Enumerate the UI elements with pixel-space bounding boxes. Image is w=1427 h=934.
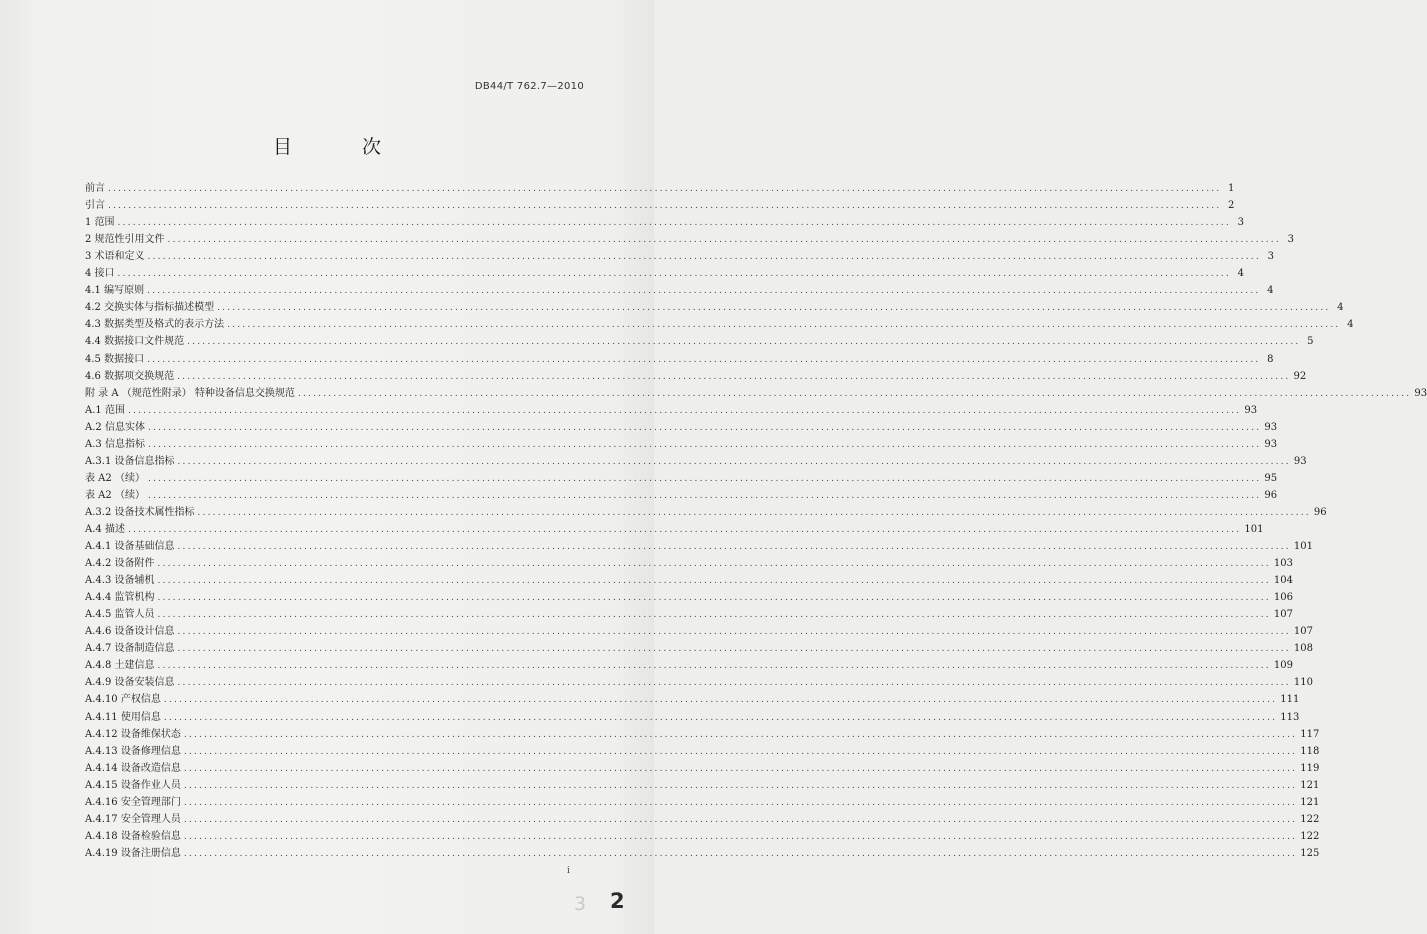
toc-leader-dots: ............................................................................................................................................................................................................................ bbox=[127, 524, 1242, 535]
toc-entry-page: 96 bbox=[1264, 489, 1278, 501]
toc-entry[interactable] bbox=[85, 792, 1320, 809]
toc-entry-page: 106 bbox=[1273, 592, 1293, 604]
toc-entry[interactable] bbox=[85, 843, 1320, 860]
toc-entry-page: 107 bbox=[1293, 626, 1313, 638]
toc-entry-page: 4 bbox=[1347, 319, 1354, 331]
toc-entry-page: 101 bbox=[1293, 541, 1313, 553]
toc-entry[interactable] bbox=[85, 400, 1258, 417]
toc-leader-dots: ............................................................................................................................................................................................................................ bbox=[163, 695, 1278, 706]
toc-entry-label: A.4.18 设备检验信息 bbox=[85, 830, 181, 842]
toc-entry-label: A.4.15 设备作业人员 bbox=[85, 779, 181, 791]
toc-leader-dots: ............................................................................................................................................................................................................................ bbox=[147, 439, 1262, 450]
toc-entry[interactable] bbox=[85, 706, 1300, 723]
toc-entry[interactable] bbox=[85, 348, 1274, 365]
toc-entry-label: 4.6 数据项交换规范 bbox=[85, 370, 175, 382]
toc-entry[interactable] bbox=[85, 689, 1300, 706]
toc-leader-dots: ............................................................................................................................................................................................................................ bbox=[147, 286, 1261, 297]
toc-entry[interactable] bbox=[85, 314, 1354, 331]
toc-entry-page: 117 bbox=[1300, 728, 1320, 740]
toc-entry[interactable] bbox=[85, 536, 1313, 553]
toc-entry-page: 93 bbox=[1264, 438, 1278, 450]
corner-mark-faint: 3 bbox=[574, 893, 587, 915]
toc-entry-page: 118 bbox=[1300, 745, 1320, 757]
toc-entry-label: A.3 信息指标 bbox=[85, 438, 145, 450]
page-title: 目 次 bbox=[272, 136, 414, 158]
toc-leader-dots: ............................................................................................................................................................................................................................ bbox=[297, 388, 1412, 399]
toc-entry[interactable] bbox=[85, 638, 1313, 655]
toc-entry[interactable] bbox=[85, 212, 1244, 229]
toc-entry-label: A.4.17 安全管理人员 bbox=[85, 813, 181, 825]
toc-entry-label: A.3.2 设备技术属性指标 bbox=[85, 506, 195, 518]
toc-leader-dots: ............................................................................................................................................................................................................................ bbox=[157, 576, 1271, 587]
toc-entry-page: 125 bbox=[1300, 847, 1320, 859]
toc-leader-dots: ............................................................................................................................................................................................................................ bbox=[147, 490, 1262, 501]
toc-entry-label: A.4.6 设备设计信息 bbox=[85, 626, 175, 638]
toc-entry-label: 表 A2 （续） bbox=[85, 489, 145, 501]
toc-entry-page: 4 bbox=[1267, 285, 1274, 297]
toc-entry-page: 101 bbox=[1244, 523, 1264, 535]
toc-entry-label: A.4.7 设备制造信息 bbox=[85, 643, 175, 655]
toc-entry-page: 93 bbox=[1244, 404, 1258, 416]
toc-entry-page: 3 bbox=[1287, 234, 1294, 246]
toc-entry[interactable] bbox=[85, 519, 1264, 536]
toc-entry-label: 4.4 数据接口文件规范 bbox=[85, 336, 185, 348]
toc-entry[interactable] bbox=[85, 655, 1293, 672]
toc-entry[interactable] bbox=[85, 280, 1274, 297]
toc-entry-page: 1 bbox=[1228, 183, 1235, 195]
toc-entry-label: A.4 描述 bbox=[85, 523, 125, 535]
toc-entry-page: 113 bbox=[1280, 711, 1300, 723]
toc-entry-page: 4 bbox=[1337, 302, 1344, 314]
toc-leader-dots: ............................................................................................................................................................................................................................ bbox=[183, 831, 1298, 842]
toc-entry-page: 109 bbox=[1273, 660, 1293, 672]
toc-entry-page: 122 bbox=[1300, 813, 1320, 825]
toc-entry[interactable] bbox=[85, 604, 1293, 621]
toc-leader-dots: ............................................................................................................................................................................................................................ bbox=[183, 797, 1298, 808]
toc-leader-dots: ............................................................................................................................................................................................................................ bbox=[183, 848, 1298, 859]
toc-entry-page: 93 bbox=[1414, 387, 1427, 399]
toc-entry[interactable] bbox=[85, 826, 1320, 843]
toc-leader-dots: ............................................................................................................................................................................................................................ bbox=[217, 303, 1331, 314]
toc-leader-dots: ............................................................................................................................................................................................................................ bbox=[187, 337, 1301, 348]
toc-entry-label: A.4.14 设备改造信息 bbox=[85, 762, 181, 774]
toc-entry-page: 5 bbox=[1307, 336, 1314, 348]
toc-leader-dots: ............................................................................................................................................................................................................................ bbox=[117, 218, 1231, 229]
toc-entry-page: 4 bbox=[1237, 268, 1244, 280]
table-of-contents bbox=[85, 178, 1427, 860]
toc-entry-label: A.4.1 设备基础信息 bbox=[85, 541, 175, 553]
toc-leader-dots: ............................................................................................................................................................................................................................ bbox=[147, 422, 1262, 433]
toc-entry[interactable] bbox=[85, 672, 1313, 689]
page-number-roman: i bbox=[567, 866, 570, 876]
toc-entry[interactable] bbox=[85, 502, 1327, 519]
toc-entry[interactable] bbox=[85, 570, 1293, 587]
toc-entry-label: A.4.13 设备修理信息 bbox=[85, 745, 181, 757]
toc-entry-page: 93 bbox=[1293, 455, 1307, 467]
toc-entry-label: A.4.16 安全管理部门 bbox=[85, 796, 181, 808]
toc-leader-dots: ............................................................................................................................................................................................................................ bbox=[177, 542, 1291, 553]
toc-entry[interactable] bbox=[85, 741, 1320, 758]
toc-entry[interactable] bbox=[85, 297, 1344, 314]
toc-entry-label: A.1 范围 bbox=[85, 404, 125, 416]
toc-entry-page: 8 bbox=[1267, 353, 1274, 365]
toc-leader-dots: ............................................................................................................................................................................................................................ bbox=[147, 354, 1261, 365]
toc-entry-label: A.4.9 设备安装信息 bbox=[85, 677, 175, 689]
toc-entry-label: 4.2 交换实体与指标描述模型 bbox=[85, 302, 215, 314]
toc-entry-label: 2 规范性引用文件 bbox=[85, 234, 165, 246]
toc-entry[interactable] bbox=[85, 263, 1244, 280]
toc-entry[interactable] bbox=[85, 621, 1313, 638]
toc-entry-label: A.4.2 设备附件 bbox=[85, 558, 155, 570]
toc-entry[interactable] bbox=[85, 331, 1314, 348]
toc-entry[interactable] bbox=[85, 195, 1235, 212]
corner-page-number: 2 bbox=[610, 889, 625, 913]
toc-leader-dots: ............................................................................................................................................................................................................................ bbox=[183, 729, 1298, 740]
toc-entry-label: A.4.19 设备注册信息 bbox=[85, 847, 181, 859]
toc-leader-dots: ............................................................................................................................................................................................................................ bbox=[108, 201, 1222, 212]
toc-entry[interactable] bbox=[85, 485, 1278, 502]
toc-entry-label: 表 A2 （续） bbox=[85, 472, 145, 484]
toc-entry[interactable] bbox=[85, 178, 1235, 195]
toc-entry-page: 95 bbox=[1264, 472, 1278, 484]
toc-leader-dots: ............................................................................................................................................................................................................................ bbox=[227, 320, 1341, 331]
toc-entry-label: 4.5 数据接口 bbox=[85, 353, 145, 365]
toc-leader-dots: ............................................................................................................................................................................................................................ bbox=[127, 405, 1242, 416]
toc-entry-label: 前言 bbox=[85, 183, 105, 195]
document-code: DB44/T 762.7—2010 bbox=[474, 81, 584, 92]
toc-leader-dots: ............................................................................................................................................................................................................................ bbox=[147, 473, 1262, 484]
toc-entry-page: 92 bbox=[1293, 370, 1307, 382]
toc-entry-label: A.4.3 设备辅机 bbox=[85, 575, 155, 587]
toc-entry-page: 107 bbox=[1273, 609, 1293, 621]
toc-leader-dots: ............................................................................................................................................................................................................................ bbox=[108, 184, 1222, 195]
toc-entry-label: A.4.5 监管人员 bbox=[85, 609, 155, 621]
toc-leader-dots: ............................................................................................................................................................................................................................ bbox=[183, 814, 1298, 825]
toc-entry[interactable] bbox=[85, 434, 1278, 451]
toc-entry[interactable] bbox=[85, 724, 1320, 741]
toc-leader-dots: ............................................................................................................................................................................................................................ bbox=[147, 252, 1261, 263]
toc-entry[interactable] bbox=[85, 468, 1278, 485]
toc-entry-label: A.4.8 土建信息 bbox=[85, 660, 155, 672]
toc-entry-page: 121 bbox=[1300, 796, 1320, 808]
toc-entry-page: 3 bbox=[1267, 251, 1274, 263]
toc-leader-dots: ............................................................................................................................................................................................................................ bbox=[177, 456, 1291, 467]
toc-entry-page: 121 bbox=[1300, 779, 1320, 791]
toc-entry[interactable] bbox=[85, 553, 1293, 570]
toc-entry-label: 引言 bbox=[85, 200, 105, 212]
toc-leader-dots: ............................................................................................................................................................................................................................ bbox=[157, 610, 1271, 621]
toc-entry[interactable] bbox=[85, 809, 1320, 826]
toc-entry-label: 4 接口 bbox=[85, 268, 115, 280]
toc-entry-page: 93 bbox=[1264, 421, 1278, 433]
toc-entry-label: A.3.1 设备信息指标 bbox=[85, 455, 175, 467]
toc-entry-label: 附 录 A （规范性附录） 特种设备信息交换规范 bbox=[85, 387, 295, 399]
toc-entry[interactable] bbox=[85, 775, 1320, 792]
toc-entry[interactable] bbox=[85, 417, 1278, 434]
toc-leader-dots: ............................................................................................................................................................................................................................ bbox=[163, 712, 1278, 723]
toc-entry-page: 122 bbox=[1300, 830, 1320, 842]
toc-entry-page: 96 bbox=[1313, 506, 1327, 518]
toc-entry-page: 104 bbox=[1273, 575, 1293, 587]
toc-entry-label: 4.3 数据类型及格式的表示方法 bbox=[85, 319, 225, 331]
toc-entry-page: 108 bbox=[1293, 643, 1313, 655]
toc-entry-label: A.4.10 产权信息 bbox=[85, 694, 161, 706]
toc-entry-page: 110 bbox=[1293, 677, 1313, 689]
toc-entry[interactable] bbox=[85, 229, 1294, 246]
toc-entry-label: A.4.11 使用信息 bbox=[85, 711, 161, 723]
toc-entry-label: 1 范围 bbox=[85, 217, 115, 229]
toc-entry-page: 119 bbox=[1300, 762, 1320, 774]
toc-entry[interactable] bbox=[85, 587, 1293, 604]
toc-leader-dots: ............................................................................................................................................................................................................................ bbox=[177, 678, 1291, 689]
toc-entry[interactable] bbox=[85, 451, 1307, 468]
toc-entry-label: 4.1 编写原则 bbox=[85, 285, 145, 297]
toc-leader-dots: ............................................................................................................................................................................................................................ bbox=[177, 371, 1291, 382]
toc-leader-dots: ............................................................................................................................................................................................................................ bbox=[167, 235, 1281, 246]
toc-leader-dots: ............................................................................................................................................................................................................................ bbox=[177, 627, 1291, 638]
toc-leader-dots: ............................................................................................................................................................................................................................ bbox=[183, 763, 1298, 774]
toc-leader-dots: ............................................................................................................................................................................................................................ bbox=[157, 661, 1271, 672]
toc-entry[interactable] bbox=[85, 758, 1320, 775]
toc-entry-page: 3 bbox=[1237, 217, 1244, 229]
toc-entry-label: A.4.4 监管机构 bbox=[85, 592, 155, 604]
toc-leader-dots: ............................................................................................................................................................................................................................ bbox=[117, 269, 1231, 280]
toc-entry-label: 3 术语和定义 bbox=[85, 251, 145, 263]
toc-entry-page: 2 bbox=[1228, 200, 1235, 212]
toc-entry[interactable] bbox=[85, 246, 1274, 263]
toc-entry-page: 103 bbox=[1273, 558, 1293, 570]
toc-leader-dots: ............................................................................................................................................................................................................................ bbox=[177, 644, 1291, 655]
toc-entry-page: 111 bbox=[1280, 694, 1300, 706]
toc-entry[interactable] bbox=[85, 366, 1307, 383]
toc-leader-dots: ............................................................................................................................................................................................................................ bbox=[183, 780, 1298, 791]
toc-leader-dots: ............................................................................................................................................................................................................................ bbox=[183, 746, 1298, 757]
toc-leader-dots: ............................................................................................................................................................................................................................ bbox=[157, 559, 1271, 570]
toc-leader-dots: ............................................................................................................................................................................................................................ bbox=[157, 593, 1271, 604]
toc-entry[interactable] bbox=[85, 383, 1427, 400]
toc-entry-label: A.2 信息实体 bbox=[85, 421, 145, 433]
toc-leader-dots: ............................................................................................................................................................................................................................ bbox=[197, 507, 1311, 518]
toc-entry-label: A.4.12 设备维保状态 bbox=[85, 728, 181, 740]
